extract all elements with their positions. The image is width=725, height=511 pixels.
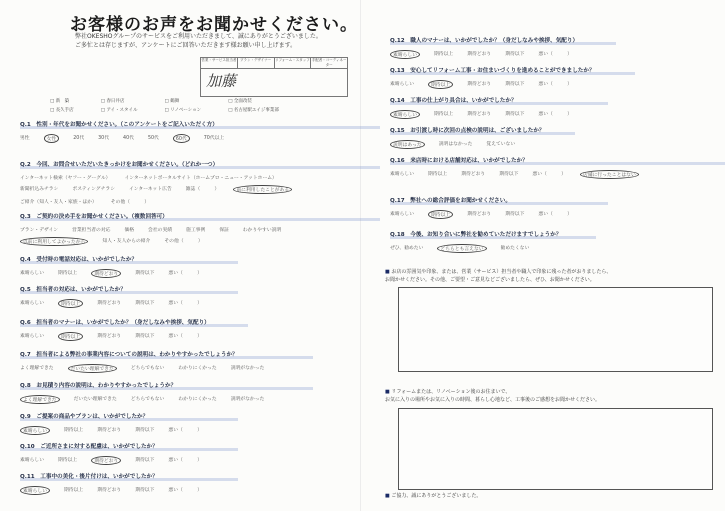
- question-block: [390, 126, 545, 149]
- answer-option[interactable]: 期待以下: [135, 458, 155, 463]
- question-text: Q.9 ご提案の商品やプランは、いかがでしたか？: [20, 412, 202, 421]
- answer-options: [20, 174, 320, 205]
- answer-option[interactable]: 期待以下: [499, 172, 519, 177]
- question-text: Q.8 お見積り内容の説明は、わかりやすかったでしょうか？: [20, 381, 264, 390]
- question-text: Q.6 担当者のマナーは、いかがでしたか？（身だしなみや挨拶、気配り）: [20, 320, 210, 326]
- question-block: [390, 36, 578, 59]
- answer-option[interactable]: 勧めたくない: [500, 246, 530, 251]
- answer-options: [20, 486, 202, 495]
- category-checkbox[interactable]: □ 名古屋駅エイジ事業部: [228, 107, 300, 113]
- answer-option[interactable]: 悪い（ ）: [168, 458, 202, 463]
- comment-prompt-2-line-1: リフォームまたは、リノベーション後のお住まいで、: [391, 389, 511, 395]
- category-checkbox[interactable]: □ 鶴舞: [165, 98, 223, 104]
- answer-option[interactable]: 悪い（ ）: [168, 271, 202, 276]
- question-text: Q.5 担当者の対応は、いかがでしたか？: [20, 285, 202, 294]
- answer-option[interactable]: 説明がなかった: [230, 397, 265, 402]
- answer-option[interactable]: 悪い（ ）: [538, 82, 572, 87]
- answer-option[interactable]: 期待以上: [64, 428, 84, 433]
- answer-option[interactable]: 期待以上: [58, 332, 83, 341]
- answer-option[interactable]: 悪い（ ）: [168, 334, 202, 339]
- question-block: [20, 381, 264, 404]
- question-block: [20, 160, 320, 205]
- answer-options: [390, 110, 572, 119]
- answer-option[interactable]: 施工事例: [186, 228, 206, 233]
- category-checkboxes: [50, 98, 300, 113]
- answer-option[interactable]: 素晴らしい: [20, 486, 50, 495]
- intro-text: [75, 32, 355, 50]
- answer-option[interactable]: 期待以上: [428, 80, 453, 89]
- answer-option[interactable]: 30代: [98, 136, 110, 141]
- answer-option[interactable]: 期待以下: [135, 488, 155, 493]
- answer-option[interactable]: プラン・デザイン: [20, 228, 59, 233]
- category-checkbox[interactable]: □ リノベーション: [165, 107, 223, 113]
- answer-options: [20, 269, 202, 278]
- answer-options: [20, 456, 202, 465]
- answer-option[interactable]: ぜひ、勧めたい: [390, 246, 424, 251]
- answer-options: [390, 50, 578, 59]
- question-block: [20, 285, 202, 308]
- answer-option[interactable]: どちらでもない: [130, 397, 165, 402]
- question-block: [390, 96, 572, 119]
- answer-option[interactable]: 期待以下: [135, 271, 155, 276]
- answer-option[interactable]: どちらとも言えない: [437, 244, 486, 253]
- answer-option[interactable]: わかりにくかった: [178, 397, 217, 402]
- question-block: [20, 318, 210, 341]
- intro-line-1: 弊社OKESHOグループのサービスをご利用いただきまして、誠にありがとうございました。: [75, 33, 322, 40]
- question-block: [390, 66, 595, 89]
- page-fold: [360, 0, 361, 511]
- answer-option[interactable]: 期待以下: [135, 334, 155, 339]
- question-text: Q.17 弊社への総合評価をお聞かせください。: [390, 196, 572, 205]
- answer-option[interactable]: 期待どおり: [97, 488, 122, 493]
- answer-option[interactable]: 説明がなかった: [230, 366, 265, 371]
- category-checkbox[interactable]: □ アイ・スタイル: [101, 107, 159, 113]
- answer-option[interactable]: 知人・友人からの紹介: [102, 239, 151, 244]
- answer-option[interactable]: 期待どおり: [97, 334, 122, 339]
- answer-option[interactable]: 雑誌（ ）: [185, 187, 220, 192]
- answer-option[interactable]: 期待以上: [434, 112, 454, 117]
- question-block: [20, 442, 202, 465]
- answer-option[interactable]: 悪い（ ）: [168, 488, 202, 493]
- answer-options: [20, 364, 264, 373]
- answer-option[interactable]: 期待どおり: [467, 112, 492, 117]
- answer-option[interactable]: 覚えていない: [486, 142, 516, 147]
- answer-option[interactable]: 以前に利用してよかったから: [20, 237, 88, 246]
- question-block: [20, 472, 202, 495]
- answer-option[interactable]: 素晴らしい: [20, 334, 44, 339]
- answer-option[interactable]: 前に利用したことがある: [233, 185, 292, 194]
- question-text: Q.13 安心してリフォーム工事・お住まいづくりを進めることができましたか？: [390, 68, 595, 74]
- role-staff: リフォーム・スタッフ: [275, 58, 312, 68]
- answer-option[interactable]: 期待以上: [428, 172, 448, 177]
- answer-option[interactable]: 男性: [20, 136, 30, 141]
- question-text: Q.1 性別・年代をお聞かせください。（このアンケートをご記入いただく方）: [20, 120, 320, 129]
- role-designer: プラン・デザイナー: [238, 58, 275, 68]
- question-block: [20, 350, 264, 373]
- answer-option[interactable]: 期待どおり: [467, 212, 492, 217]
- answer-option[interactable]: インターネットポータルサイト（ホームプロ・ニュー・アットホーム）: [124, 176, 277, 181]
- answer-option[interactable]: わかりにくかった: [178, 366, 217, 371]
- answer-option[interactable]: 悪い（ ）: [168, 301, 202, 306]
- answer-option[interactable]: 期待以上: [434, 52, 454, 57]
- answer-option[interactable]: 会社の実績: [148, 228, 173, 233]
- category-checkbox[interactable]: □ 新 築: [50, 98, 95, 104]
- answer-option[interactable]: だいたい理解できた: [68, 364, 117, 373]
- answer-option[interactable]: 素晴らしい: [20, 458, 44, 463]
- answer-option[interactable]: 60代: [173, 134, 190, 143]
- answer-option[interactable]: 期待以上: [428, 210, 453, 219]
- answer-option[interactable]: 期待どおり: [461, 172, 486, 177]
- answer-option[interactable]: 期待どおり: [91, 456, 121, 465]
- answer-option[interactable]: 素晴らしい: [390, 110, 420, 119]
- answer-option[interactable]: ご紹介（知人・友人・家族・ほか）: [20, 200, 97, 205]
- question-block: [20, 212, 320, 246]
- answer-options: [20, 395, 264, 404]
- comment-prompt-1-line-1: お店の雰囲気や印象、または、営業（サービス）担当者や職人で印象に残った者がおりましたら、: [391, 269, 612, 275]
- answer-option[interactable]: 女性: [44, 134, 60, 143]
- answer-option[interactable]: 悪い（ ）: [532, 172, 566, 177]
- answer-option[interactable]: 説明はあった: [390, 140, 425, 149]
- answer-option[interactable]: 期待以下: [135, 301, 155, 306]
- answer-option[interactable]: 期待どおり: [97, 428, 122, 433]
- answer-option[interactable]: 期待どおり: [467, 82, 492, 87]
- answer-option[interactable]: ポスティングチラシ: [72, 187, 115, 192]
- question-text: Q.15 お引渡し時に次回の点検の説明は、ございましたか？: [390, 128, 545, 134]
- question-text: Q.4 受付時の電話対応は、いかがでしたか？: [20, 255, 202, 264]
- answer-option[interactable]: 素晴らしい: [390, 212, 414, 217]
- question-text: Q.3 ご契約の決め手をお聞かせください。（複数回答可）: [20, 212, 320, 221]
- question-text: Q.7 担当者による弊社の事業内容についての説明は、わかりやすかったでしょうか？: [20, 350, 264, 359]
- answer-option[interactable]: 期待以上: [58, 299, 83, 308]
- question-text: Q.18 今後、お知り合いに弊社を勧めていただけますでしょうか？: [390, 232, 562, 238]
- answer-option[interactable]: 素晴らしい: [390, 50, 420, 59]
- answer-option[interactable]: 素晴らしい: [390, 172, 414, 177]
- answer-option[interactable]: 悪い（ ）: [538, 52, 572, 57]
- answer-option[interactable]: その他（ ）: [164, 239, 203, 244]
- question-block: [390, 196, 572, 219]
- comment-box-1[interactable]: [398, 287, 713, 372]
- answer-option[interactable]: 素晴らしい: [20, 426, 50, 435]
- answer-option[interactable]: 20代: [73, 136, 85, 141]
- question-block: [20, 120, 320, 143]
- answer-option[interactable]: わかりやすい説明: [242, 228, 282, 233]
- answer-options: [390, 140, 545, 149]
- answer-option[interactable]: だいたい理解できた: [73, 397, 117, 402]
- answer-option[interactable]: 期待以上: [58, 271, 78, 276]
- comment-prompt-2-line-2: お気に入りの場所やお気に入りの時間、暮らし心地など、工事後のご感想をお聞かせください。: [385, 397, 601, 403]
- answer-options: [20, 299, 202, 308]
- thank-you-footer: ■ ご協力、誠にありがとうございました。: [385, 492, 481, 499]
- category-checkbox[interactable]: □ 全面改装: [228, 98, 300, 104]
- answer-options: [390, 170, 690, 179]
- answer-option[interactable]: 期待以下: [135, 428, 155, 433]
- question-text: Q.10 ご近所さまに対する配慮は、いかがでしたか？: [20, 442, 202, 451]
- question-block: [20, 412, 202, 435]
- answer-option[interactable]: その他（ ）: [110, 200, 150, 205]
- survey-title: お客様のお声をお聞かせください。: [70, 15, 358, 35]
- answer-options: [20, 226, 320, 246]
- question-text: Q.14 工事の仕上がり具合は、いかがでしたか？: [390, 96, 572, 105]
- role-header-row: [201, 58, 347, 69]
- answer-option[interactable]: よく理解できた: [20, 395, 60, 404]
- answer-option[interactable]: 新聞折込みチラシ: [20, 187, 59, 192]
- answer-option[interactable]: 期待どおり: [97, 301, 122, 306]
- answer-option[interactable]: 説明はなかった: [438, 142, 473, 147]
- answer-option[interactable]: 70代以上: [203, 136, 225, 141]
- answer-option[interactable]: 悪い（ ）: [538, 112, 572, 117]
- answer-options: [390, 244, 561, 253]
- answer-option[interactable]: 期待以上: [58, 458, 78, 463]
- comment-prompt-1: [385, 268, 705, 284]
- answer-option[interactable]: 素晴らしい: [20, 271, 44, 276]
- answer-option[interactable]: 期待どおり: [467, 52, 492, 57]
- answer-option[interactable]: 期待どおり: [91, 269, 121, 278]
- question-text: Q.16 来店時における店舗対応は、いかがでしたか？: [390, 156, 690, 165]
- answer-option[interactable]: 期待以下: [505, 112, 525, 117]
- answer-option[interactable]: よく理解できた: [20, 366, 54, 371]
- answer-options: [390, 80, 595, 89]
- answer-option[interactable]: 素晴らしい: [390, 82, 414, 87]
- answer-option[interactable]: 保証: [219, 228, 229, 233]
- question-text: Q.2 今回、お問合せいただいたきっかけをお聞かせください。（どれか一つ）: [20, 160, 320, 169]
- question-text: Q.12 職人のマナーは、いかがでしたか？（身だしなみや挨拶、気配り）: [390, 38, 579, 44]
- answer-option[interactable]: 期待以下: [505, 52, 525, 57]
- question-block: [390, 156, 690, 179]
- answer-option[interactable]: 期待以下: [505, 82, 525, 87]
- question-block: [20, 255, 202, 278]
- answer-option[interactable]: 店舗に行ったことはない: [580, 170, 639, 179]
- answer-option[interactable]: 素晴らしい: [20, 301, 44, 306]
- answer-option[interactable]: 営業担当者の対応: [72, 228, 111, 233]
- intro-line-2: ご多忙とは存じますが、アンケートにご回答いただきます様お願い申し上げます。: [75, 42, 297, 49]
- answer-option[interactable]: 50代: [147, 136, 159, 141]
- comment-box-2[interactable]: [398, 408, 713, 490]
- answer-option[interactable]: インターネット検索（ヤフー・グーグル）: [20, 176, 111, 181]
- handwritten-signature: 加藤: [206, 72, 237, 90]
- answer-option[interactable]: どちらでもない: [130, 366, 165, 371]
- answer-option[interactable]: 期待以上: [64, 488, 84, 493]
- category-checkbox[interactable]: □ 長久手店: [50, 107, 95, 113]
- answer-options: [390, 210, 572, 219]
- answer-option[interactable]: インターネット広告: [129, 187, 172, 192]
- answer-options: [20, 134, 320, 143]
- answer-options: [20, 332, 210, 341]
- answer-option[interactable]: 悪い（ ）: [538, 212, 572, 217]
- comment-prompt-2: [385, 388, 705, 404]
- question-block: [390, 230, 561, 253]
- answer-option[interactable]: 期待以下: [505, 212, 525, 217]
- role-sales: 営業・サービス担当者: [201, 58, 238, 68]
- answer-option[interactable]: 価格: [124, 228, 135, 233]
- comment-prompt-1-line-2: お聞かせください。その他、ご要望・ご意見などございましたら、ぜひ、お聞かせください。: [385, 277, 595, 283]
- role-coordinator: 手配者・コーディネーター: [311, 58, 347, 67]
- answer-options: [20, 426, 202, 435]
- answer-option[interactable]: 40代: [123, 136, 134, 141]
- answer-option[interactable]: 悪い（ ）: [168, 428, 202, 433]
- question-text: Q.11 工事中の美化・後片付けは、いかがでしたか？: [20, 472, 202, 481]
- category-checkbox[interactable]: □ 春日井店: [101, 98, 159, 104]
